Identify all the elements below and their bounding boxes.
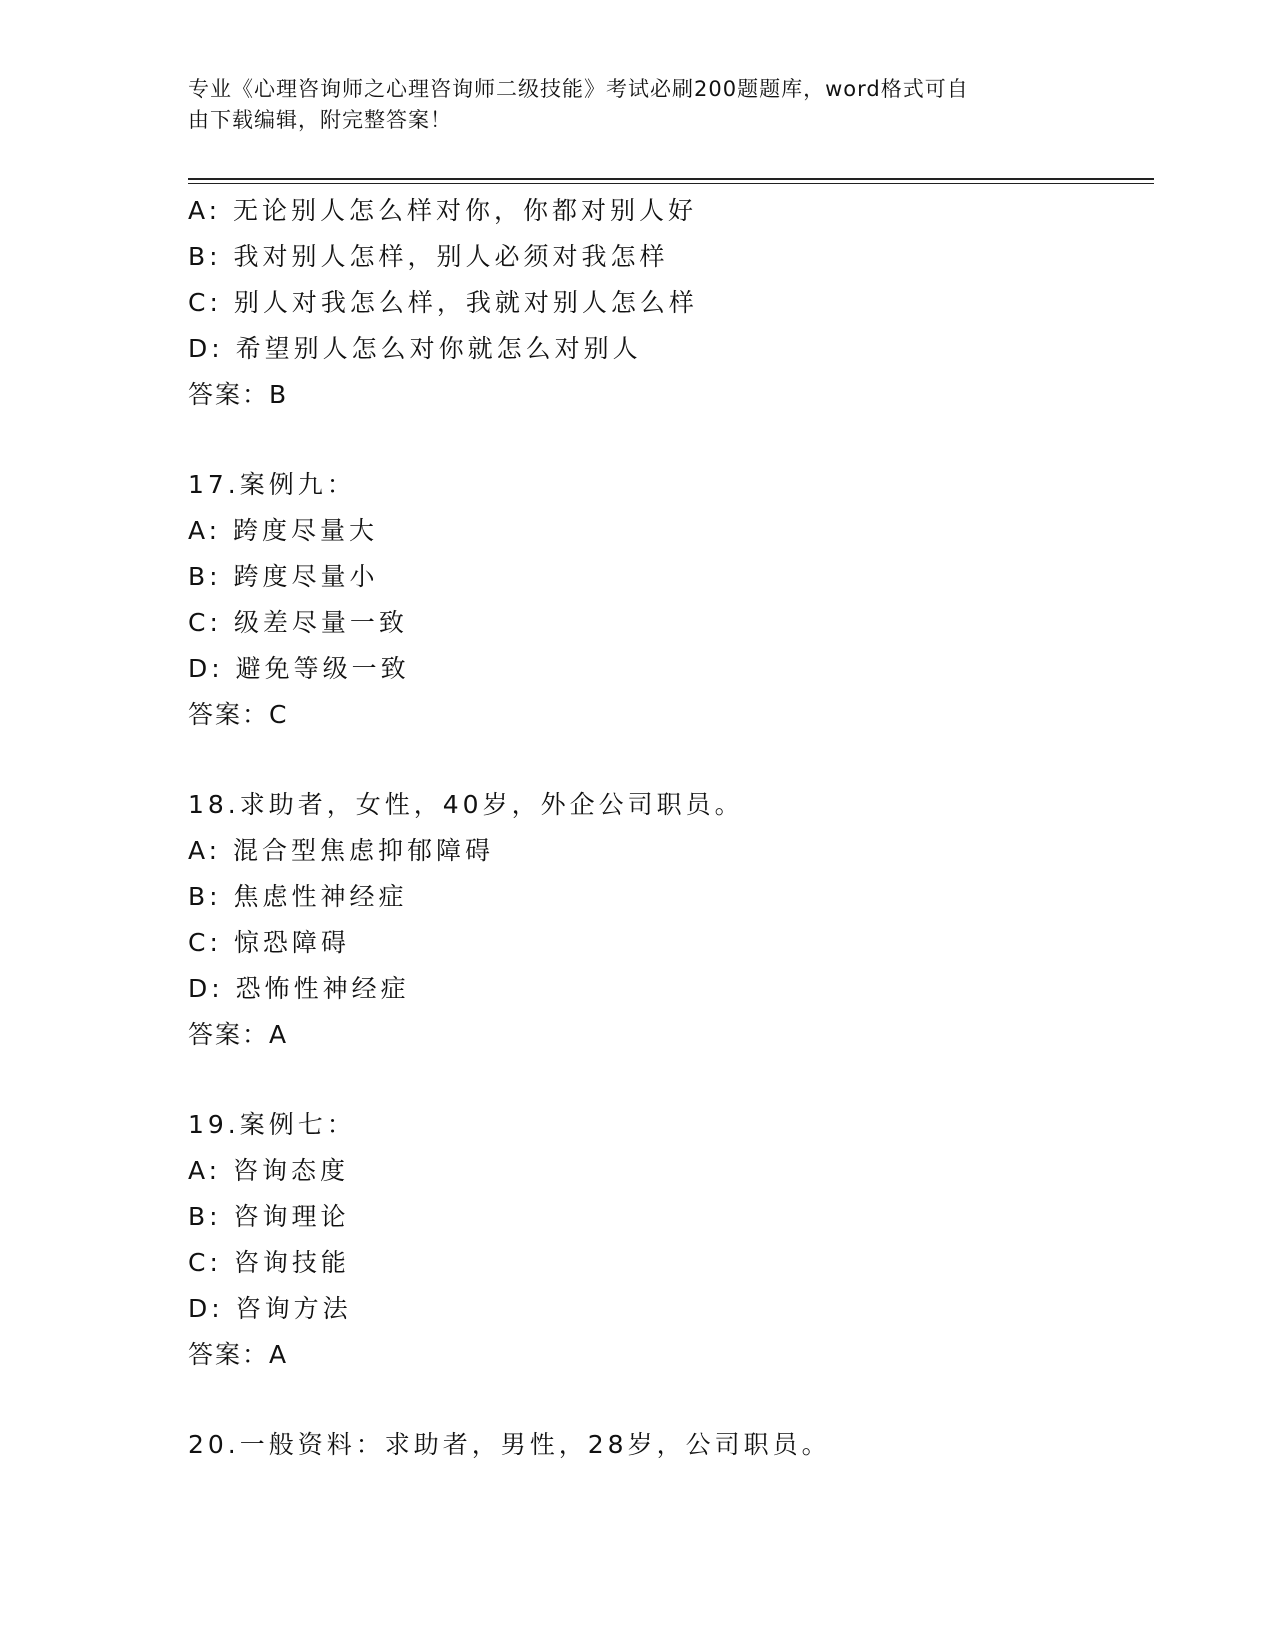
question-text: 18.求助者，女性，40岁，外企公司职员。 bbox=[188, 790, 744, 819]
question-text: 17.案例九： bbox=[188, 470, 356, 499]
option-c: C: 咨询技能 bbox=[188, 1248, 350, 1277]
header-line-1: 专业《心理咨询师之心理咨询师二级技能》考试必刷200题题库，word格式可自 bbox=[188, 77, 969, 101]
question-16 bbox=[188, 188, 1154, 418]
question-list bbox=[188, 188, 1154, 1468]
option-b: B: 咨询理论 bbox=[188, 1202, 350, 1231]
question-18 bbox=[188, 782, 1154, 1058]
answer: 答案：B bbox=[188, 380, 289, 409]
option-a: A: 无论别人怎么样对你，你都对别人好 bbox=[188, 196, 698, 225]
option-a: A: 咨询态度 bbox=[188, 1156, 350, 1185]
option-b: B: 焦虑性神经症 bbox=[188, 882, 408, 911]
option-b: B: 我对别人怎样，别人必须对我怎样 bbox=[188, 242, 669, 271]
answer: 答案：A bbox=[188, 1340, 289, 1369]
question-20 bbox=[188, 1422, 1154, 1468]
option-d: D: 恐怖性神经症 bbox=[188, 974, 410, 1003]
header-divider-thin bbox=[188, 183, 1154, 184]
answer: 答案：A bbox=[188, 1020, 289, 1049]
question-17 bbox=[188, 462, 1154, 738]
question-text: 19.案例七： bbox=[188, 1110, 356, 1139]
option-d: D: 避免等级一致 bbox=[188, 654, 410, 683]
option-c: C: 惊恐障碍 bbox=[188, 928, 350, 957]
option-d: D: 希望别人怎么对你就怎么对别人 bbox=[188, 334, 642, 363]
answer: 答案：C bbox=[188, 700, 289, 729]
spacer bbox=[188, 418, 1154, 462]
option-b: B: 跨度尽量小 bbox=[188, 562, 379, 591]
option-a: A: 跨度尽量大 bbox=[188, 516, 379, 545]
option-a: A: 混合型焦虑抑郁障碍 bbox=[188, 836, 495, 865]
spacer bbox=[188, 1058, 1154, 1102]
header-line-2: 由下载编辑，附完整答案！ bbox=[188, 108, 452, 132]
option-d: D: 咨询方法 bbox=[188, 1294, 352, 1323]
document-header bbox=[188, 74, 1088, 136]
question-text: 20.一般资料：求助者，男性，28岁，公司职员。 bbox=[188, 1430, 831, 1459]
option-c: C: 别人对我怎么样，我就对别人怎么样 bbox=[188, 288, 698, 317]
spacer bbox=[188, 738, 1154, 782]
header-divider-thick bbox=[188, 178, 1154, 180]
option-c: C: 级差尽量一致 bbox=[188, 608, 408, 637]
spacer bbox=[188, 1378, 1154, 1422]
question-19 bbox=[188, 1102, 1154, 1378]
